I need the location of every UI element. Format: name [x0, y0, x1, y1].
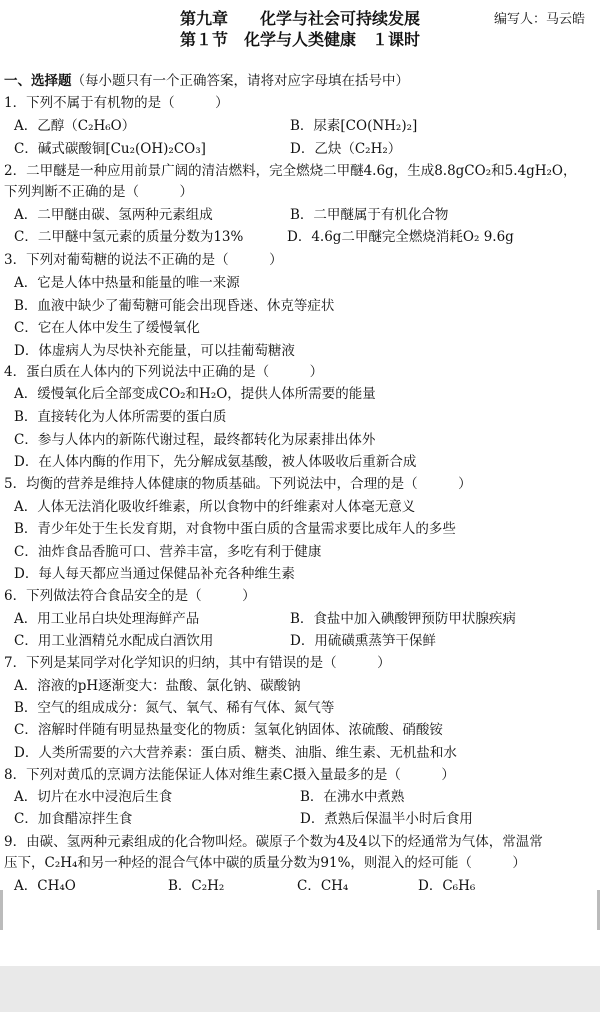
question-7-option-d: D．人类所需要的六大营养素：蛋白质、糖类、油脂、维生素、无机盐和水 [14, 745, 457, 761]
question-2-option-a: A．二甲醚由碳、氢两种元素组成 [14, 207, 213, 223]
question-3-option-b: B．血液中缺少了葡萄糖可能会出现昏迷、休克等症状 [14, 298, 335, 314]
section-instruction: （每小题只有一个正确答案，请将对应字母填在括号中） [71, 73, 409, 89]
question-6-option-d: D．用硫磺熏蒸笋干保鲜 [290, 633, 436, 649]
question-1-option-a: A．乙醇（C₂H₆O） [14, 118, 136, 134]
question-5-option-d: D．每人每天都应当通过保健品补充各种维生素 [14, 566, 295, 582]
question-1-option-d: D．乙炔（C₂H₂） [290, 141, 402, 157]
question-3-stem: 3．下列对葡萄糖的说法不正确的是（ ） [4, 252, 283, 268]
chapter-title: 第九章 化学与社会可持续发展 [179, 9, 420, 28]
question-5-option-b: B．青少年处于生长发育期，对食物中蛋白质的含量需求要比成年人的多些 [14, 521, 456, 537]
question-9-option-d: D．C₆H₆ [418, 878, 476, 894]
question-4-stem: 4．蛋白质在人体内的下列说法中正确的是（ ） [4, 364, 324, 380]
question-3-option-d: D．体虚病人为尽快补充能量，可以挂葡萄糖液 [14, 343, 295, 359]
question-8-option-a: A．切片在水中浸泡后生食 [14, 789, 173, 805]
section-title: 第１节 化学与人类健康 １课时 [179, 30, 420, 49]
question-3-option-a: A．它是人体中热量和能量的唯一来源 [14, 275, 240, 291]
question-9-stem: 9．由碳、氢两种元素组成的化合物叫烃。碳原子个数为4及4以下的烃通常为气体，常温常 [4, 834, 543, 850]
question-1-option-c: C．碱式碳酸铜[Cu₂(OH)₂CO₃] [14, 141, 206, 157]
question-7-option-c: C．溶解时伴随有明显热量变化的物质：氢氧化钠固体、浓硫酸、硝酸铵 [14, 722, 443, 738]
question-2-option-b: B．二甲醚属于有机化合物 [290, 207, 449, 223]
question-2-stem: 2．二甲醚是一种应用前景广阔的清洁燃料，完全燃烧二甲醚4.6g，生成8.8gCO₂和5.4gH₂O， [4, 163, 577, 179]
page-edge-left [0, 890, 3, 930]
question-9-stem-continued: 压下，C₂H₄和另一种烃的混合气体中碳的质量分数为91%，则混入的烃可能（ ） [4, 855, 526, 871]
question-5-option-c: C．油炸食品香脆可口、营养丰富，多吃有利于健康 [14, 544, 322, 560]
question-5-stem: 5．均衡的营养是维持人体健康的物质基础。下列说法中，合理的是（ ） [4, 476, 472, 492]
author-label: 编写人：马云皓 [494, 12, 586, 27]
question-1-stem: 1．下列不属于有机物的是（ ） [4, 95, 229, 111]
question-4-option-d: D．在人体内酶的作用下，先分解成氨基酸，被人体吸收后重新合成 [14, 454, 417, 470]
question-7-stem: 7．下列是某同学对化学知识的归纳，其中有错误的是（ ） [4, 655, 391, 671]
question-8-option-c: C．加食醋凉拌生食 [14, 811, 133, 827]
question-6-option-b: B．食盐中加入碘酸钾预防甲状腺疾病 [290, 611, 516, 627]
question-4-option-b: B．直接转化为人体所需要的蛋白质 [14, 409, 227, 425]
question-9-option-b: B．C₂H₂ [168, 878, 225, 894]
question-8-option-d: D．煮熟后保温半小时后食用 [300, 811, 473, 827]
question-section-heading [4, 71, 409, 91]
question-4-option-a: A．缓慢氧化后全部变成CO₂和H₂O，提供人体所需要的能量 [14, 386, 376, 402]
page-bottom-margin [0, 966, 600, 1012]
question-3-option-c: C．它在人体中发生了缓慢氧化 [14, 320, 200, 336]
section-heading-label: 一、选择题 [4, 73, 72, 89]
question-6-stem: 6．下列做法符合食品安全的是（ ） [4, 588, 256, 604]
question-6-option-a: A．用工业吊白块处理海鲜产品 [14, 611, 200, 627]
question-4-option-c: C．参与人体内的新陈代谢过程，最终都转化为尿素排出体外 [14, 432, 376, 448]
question-2-option-d: D．4.6g二甲醚完全燃烧消耗O₂ 9.6g [287, 229, 514, 245]
question-5-option-a: A．人体无法消化吸收纤维素，所以食物中的纤维素对人体毫无意义 [14, 499, 416, 515]
question-7-option-b: B．空气的组成成分：氮气、氧气、稀有气体、氮气等 [14, 700, 335, 716]
question-9-option-c: C．CH₄ [297, 878, 349, 894]
question-7-option-a: A．溶液的pH逐渐变大：盐酸、氯化钠、碳酸钠 [14, 678, 301, 694]
question-6-option-c: C．用工业酒精兑水配成白酒饮用 [14, 633, 214, 649]
question-8-stem: 8．下列对黄瓜的烹调方法能保证人体对维生素C摄入量最多的是（ ） [4, 767, 455, 783]
question-2-stem-continued: 下列判断不正确的是（ ） [4, 184, 193, 200]
question-9-option-a: A．CH₄O [14, 878, 76, 894]
question-2-option-c: C．二甲醚中氢元素的质量分数为13% [14, 229, 244, 245]
question-1-option-b: B．尿素[CO(NH₂)₂] [290, 118, 418, 134]
question-8-option-b: B．在沸水中煮熟 [300, 789, 405, 805]
